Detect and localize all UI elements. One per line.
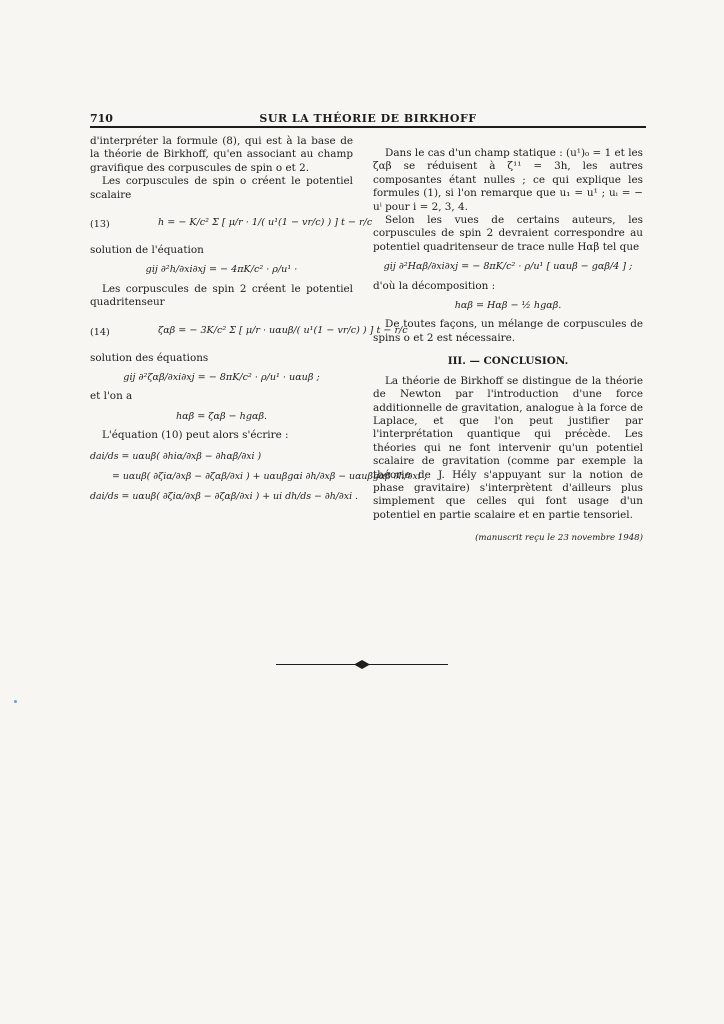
left-column — [90, 135, 427, 511]
equation: gij ∂²h/∂xi∂xj = − 4πK/c² · ρ/u¹ · — [145, 264, 298, 276]
paragraph: Selon les vues de certains auteurs, les corpuscules de spin 2 devraient correspondre au potentiel quadritenseur de trace nulle Hαβ tel que — [373, 214, 643, 253]
equation-line: dai/ds = uαuβ( ∂hiα/∂xβ − ∂hαβ/∂xi ) — [90, 450, 262, 462]
equation-line: dai/ds = uαuβ( ∂ζiα/∂xβ − ∂ζαβ/∂xi ) + ui dh/ds − ∂h/∂xi . — [90, 490, 359, 502]
paragraph: solution des équations — [90, 351, 209, 364]
page-number: 710 — [90, 112, 113, 125]
equation-number: (14) — [90, 326, 110, 338]
equation-14 — [90, 316, 408, 346]
equation-number: (13) — [90, 219, 110, 231]
paragraph: et l'on a — [90, 390, 133, 403]
ink-speck — [14, 700, 17, 703]
equation-13 — [90, 208, 373, 238]
paragraph: solution de l'équation — [90, 244, 204, 257]
equation: gij ∂²Hαβ/∂xi∂xj = − 8πK/c² · ρ/u¹ [ uαuβ − gαβ/4 ] ; — [383, 261, 633, 273]
running-header — [90, 112, 646, 128]
right-column — [373, 147, 643, 546]
equation: hαβ = Hαβ − ½ hgαβ. — [454, 300, 562, 312]
paragraph: d'interpréter la formule (8), qui est à la base de la théorie de Birkhoff, qu'en associant au champ gravifique des corpuscules de spin o et 2. — [90, 135, 353, 174]
ornament-diamond-icon — [354, 660, 370, 669]
running-title: SUR LA THÉORIE DE BIRKHOFF — [259, 112, 477, 125]
paragraph: Dans le cas d'un champ statique : (u¹)₀ = 1 et les ζαβ se réduisent à ζ¹¹ = 3h, les autres composantes étant nulles ; ce qui explique les formules (1), si l'on remarque que u₁ = u¹ ; uᵢ = − uⁱ pour i = 2, 3, 4. — [373, 147, 643, 213]
equation: gij ∂²ζαβ/∂xi∂xj = − 8πK/c² · ρ/u¹ · uαuβ ; — [123, 372, 320, 384]
paragraph: De toutes façons, un mélange de corpuscules de spins o et 2 est nécessaire. — [373, 318, 643, 344]
equation-body: h = − K/c² Σ [ μ/r · 1/( u¹(1 − vr/c) ) ] t − r/c — [158, 217, 373, 229]
manuscript-note: (manuscrit reçu le 23 novembre 1948) — [475, 533, 643, 544]
equation: hαβ = ζαβ − hgαβ. — [175, 410, 268, 422]
header-rule — [90, 126, 646, 128]
paragraph: L'équation (10) peut alors s'écrire : — [102, 429, 289, 442]
equation-line: = uαuβ( ∂ζiα/∂xβ − ∂ζαβ/∂xi ) + uαuβgαi ∂h/∂xβ − uαuβgαβ ∂h/∂xi , — [112, 470, 427, 482]
paragraph: Les corpuscules de spin 2 créent le potentiel quadritenseur — [90, 282, 353, 309]
equation-body: ζαβ = − 3K/c² Σ [ μ/r · uαuβ/( u¹(1 − vr/c) ) ] t − r/c — [158, 324, 408, 336]
equation-block — [90, 447, 427, 507]
paragraph: d'où la décomposition : — [373, 279, 496, 292]
paragraph: Les corpuscules de spin o créent le potentiel scalaire — [90, 175, 353, 201]
paragraph: La théorie de Birkhoff se distingue de la théorie de Newton par l'introduction d'une force additionnelle de gravitation, analogue à la force de Laplace, et que l'on peut justifier par l'interprétation quantique qui précède. Les théories qui ne font intervenir qu'un potentiel scalaire de gravitation (comme par exemple la théorie de J. Hély s'appuyant sur la notion de phase gravitaire) s'interprètent d'ailleurs plus simplement que celles qui font usage d'un potentiel en partie scalaire et en partie tensoriel. — [373, 374, 643, 521]
section-heading: III. — CONCLUSION. — [447, 355, 569, 368]
end-ornament — [276, 660, 448, 670]
